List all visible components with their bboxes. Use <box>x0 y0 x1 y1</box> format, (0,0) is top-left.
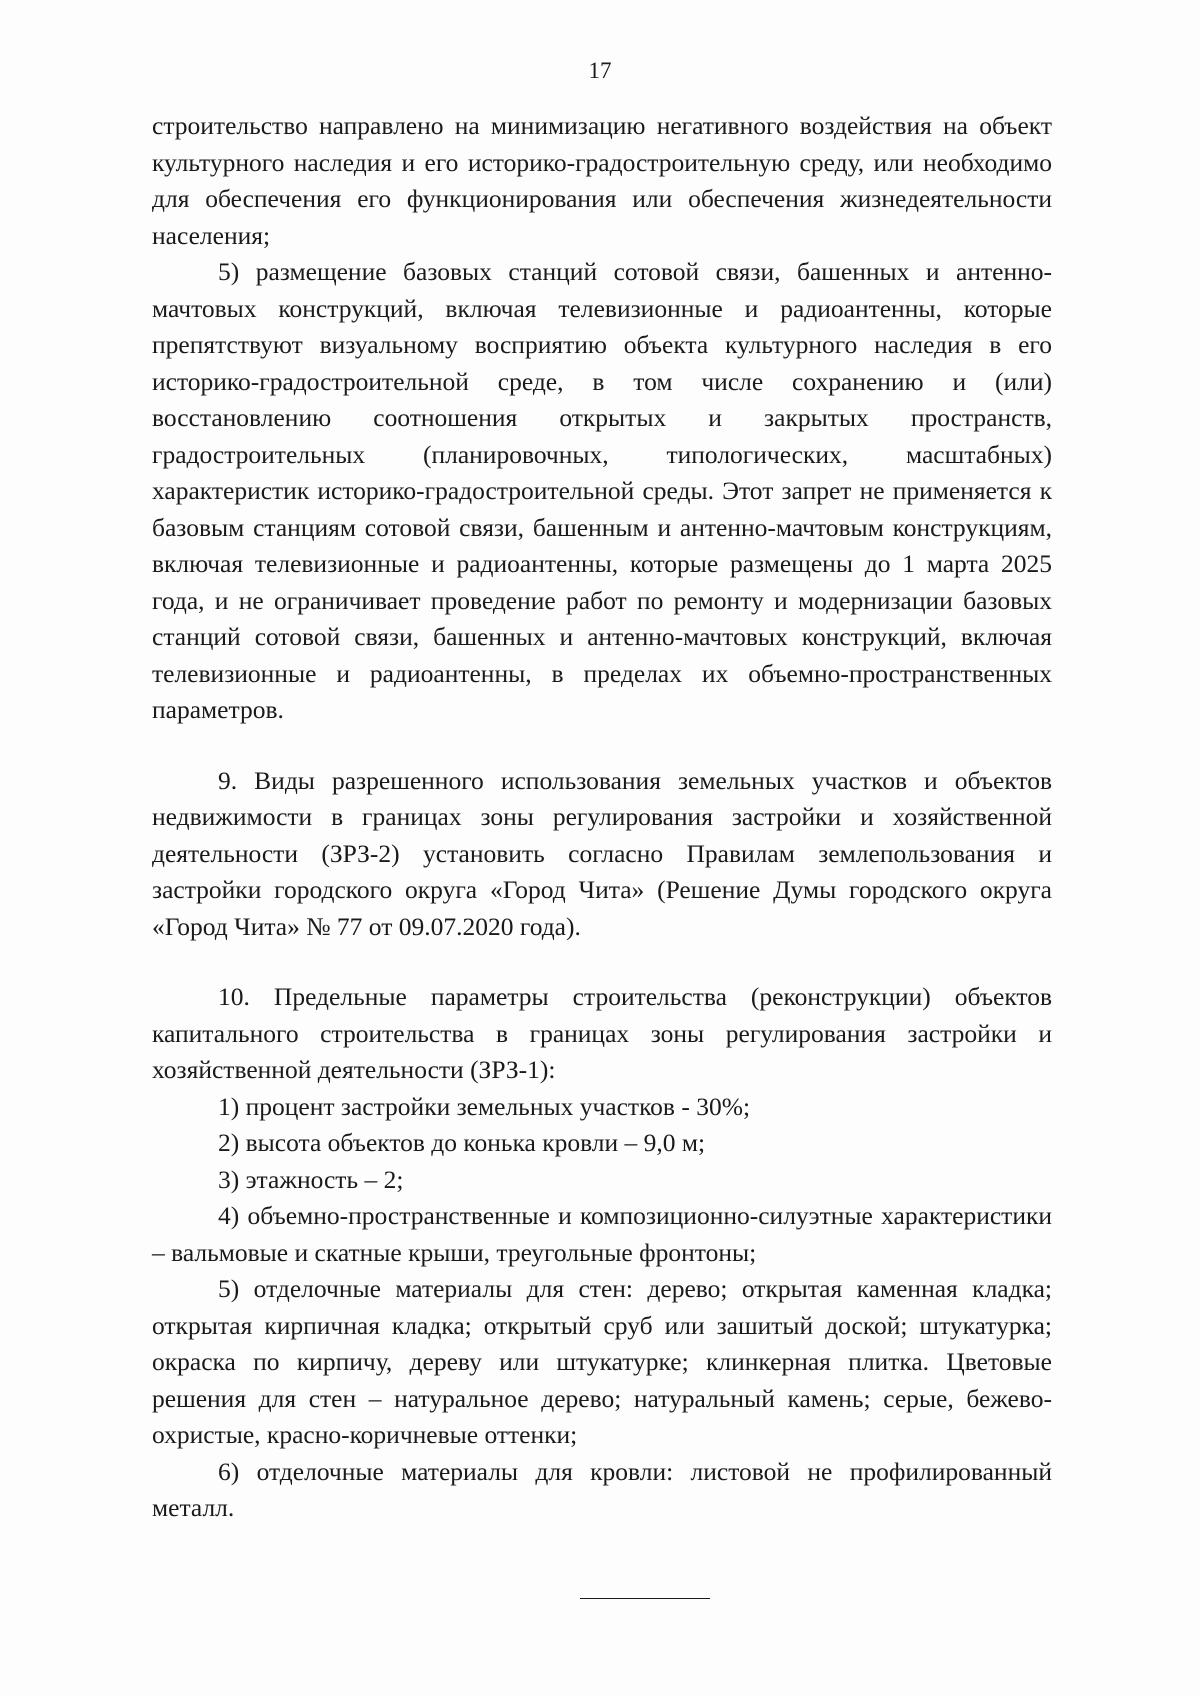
paragraph-item-10-2: 2) высота объектов до конька кровли – 9,0 м; <box>218 1128 706 1157</box>
paragraph-item-10-5: 5) отделочные материалы для стен: дерево; открытая каменная кладка; открытая кирпичная кладка; открытый сруб или зашитый доской; штукатурка; окраска по кирпичу, дереву или штукатурке; клинкерная плитка. Цветовые решения для стен – натуральное дерево; натуральный камень; серые, бежево-охристые, красно-коричневые оттенки; <box>152 1274 1052 1449</box>
paragraph-item-10-6: 6) отделочные материалы для кровли: листовой не профилированный металл. <box>152 1456 1052 1522</box>
paragraph-intro: строительство направлено на минимизацию негативного воздействия на объект культурного наследия и его историко-градостроительную среду, или необходимо для обеспечения его функционирования или обеспечения жизнедеятельности населения; <box>152 111 1052 250</box>
paragraph-item-10-4: 4) объемно-пространственные и композиционно-силуэтные характеристики – вальмовые и скатные крыши, треугольные фронтоны; <box>152 1201 1052 1267</box>
paragraph-item-5-antennas: 5) размещение базовых станций сотовой связи, башенных и антенно-мачтовых конструкций, включая телевизионные и радиоантенны, которые препятствуют визуальному восприятию объекта культурного наследия в его историко-градостроительной среде, в том числе сохранению и (или) восстановлению соотношения открытых и закрытых пространств, градостроительных (планировочных, типологических, масштабных) характеристик историко-градостроительной среды. Этот запрет не применяется к базовым станциям сотовой связи, башенным и антенно-мачтовым конструкциям, включая телевизионные и радиоантенны, которые размещены до 1 марта 2025 года, и не ограничивает проведение работ по ремонту и модернизации базовых станций сотовой связи, башенных и антенно-мачтовых конструкций, включая телевизионные и радиоантенны, в пределах их объемно-пространственных параметров. <box>152 257 1052 724</box>
paragraph-item-10-1: 1) процент застройки земельных участков - 30%; <box>218 1091 751 1121</box>
document-body <box>152 108 1052 1527</box>
end-of-text-rule <box>580 1598 710 1599</box>
paragraph-section-10: 10. Предельные параметры строительства (реконструкции) объектов капитального строительства в границах зоны регулирования застройки и хозяйственной деятельности (ЗРЗ-1): <box>152 982 1052 1084</box>
page-number: 17 <box>588 58 612 83</box>
paragraph-section-9: 9. Виды разрешенного использования земельных участков и объектов недвижимости в границах зоны регулирования застройки и хозяйственной деятельности (ЗРЗ-2) установить согласно Правилам землепользования и застройки городского округа «Город Чита» (Решение Думы городского округа «Город Чита» № 77 от 09.07.2020 года). <box>152 765 1052 941</box>
paragraph-gap <box>152 945 1052 979</box>
paragraph-gap <box>152 729 1052 763</box>
paragraph-item-10-3: 3) этажность – 2; <box>218 1164 404 1194</box>
